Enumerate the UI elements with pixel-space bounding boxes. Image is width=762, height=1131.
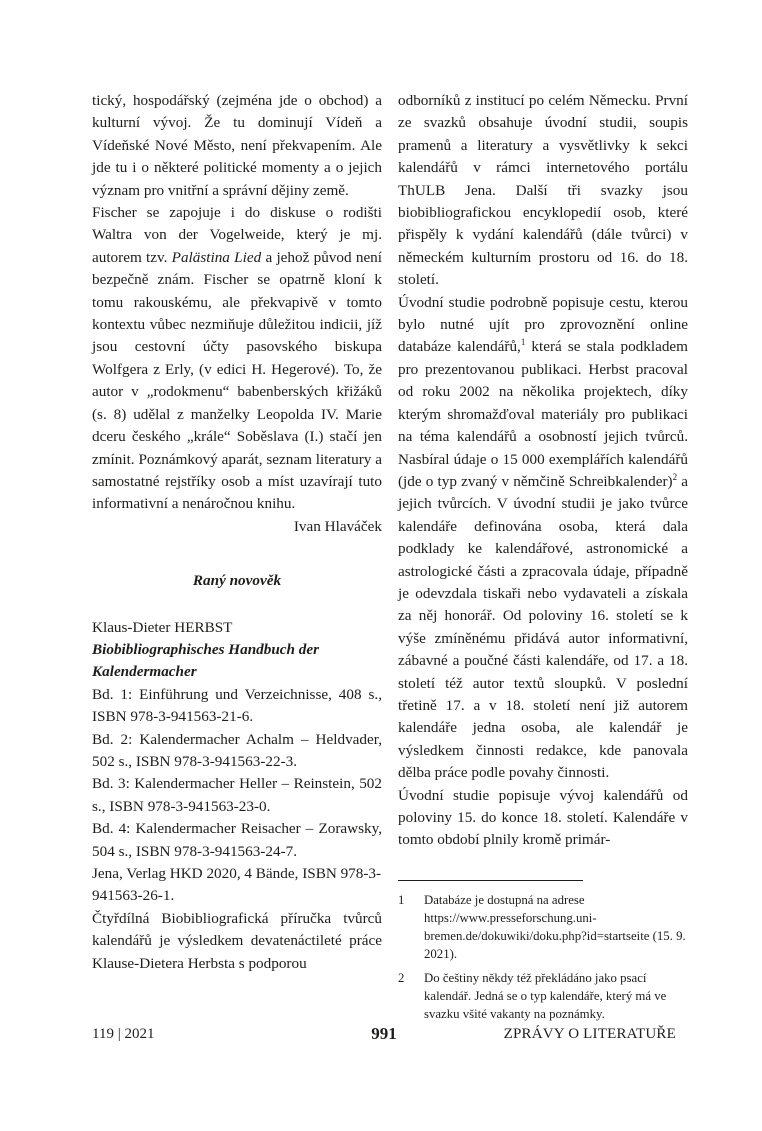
reviewer-signature: Ivan Hlaváček — [293, 517, 382, 535]
footnote — [398, 969, 688, 1023]
text-run: Fischer se zapojuje i do diskuse o rodišti Waltra von der Vogelweide, který je mj. autorem tzv. — [92, 204, 382, 266]
review-paragraph: Čtyřdílná Biobibliografická příručka tvůrců kalendářů je výsledkem devatenáctileté práce Klause-Dietera Herbsta s podporou — [92, 909, 382, 972]
review-paragraph — [92, 202, 382, 516]
text-run: a jejich tvůrcích. V úvodní studii je jako tvůrce kalendáře definována osoba, která dala podklady ke kalendářové, astronomické a astrologické části a zpracovala údaje, případně je odevzdala tiskaři nebo vydavateli a získala za něj honorář. Od poloviny 16. století se k výše zmíněnému přidává autor informativní, zábavné a poučné části kalendáře, od 17. a 18. století též autor textů sloupků. V poslední třetině 17. a v 18. století není již autorem kalendáře jedna osoba, ale kalendář je výsledkem činnosti redakce, kde panovala dělba práce podle povahy činnosti. — [398, 472, 688, 782]
footnote-text: Do češtiny někdy též překládáno jako psací kalendář. Jedná se o typ kalendáře, který má ve svazku všité vakanty na poznámky. — [424, 970, 667, 1021]
footnote-divider — [398, 880, 583, 881]
volume-entry: Bd. 3: Kalendermacher Heller – Reinstein, 502 s., ISBN 978-3-941563-23-0. — [92, 775, 382, 815]
footnote-ref[interactable]: 1 — [520, 337, 526, 348]
footnote-ref[interactable]: 2 — [672, 471, 678, 482]
volume-entry: Bd. 2: Kalendermacher Achalm – Heldvader, 502 s., ISBN 978-3-941563-22-3. — [92, 730, 382, 770]
footnote-number: 1 — [398, 892, 405, 907]
volume-entry: Bd. 1: Einführung und Verzeichnisse, 408 s., ISBN 978-3-941563-21-6. — [92, 685, 382, 726]
text-run: Úvodní studie podrobně popisuje cestu, kterou bylo nutné ujít pro zprovoznění online databáze kalendářů, — [398, 293, 688, 356]
text-run: která se stala podkladem pro prezentovanou publikaci. Herbst pracoval od roku 2002 na několika projektech, díky kterým shromažďoval materiály pro publikaci na téma kalendářů a osobností jejich tvůrců. Nasbíral údaje o 15 000 exemplářích kalendářů (jde o typ zvaný v němčině Schreibkalender) — [398, 338, 688, 490]
review-paragraph: tický, hospodářský (zejména jde o obchod) a kulturní vývoj. Že tu dominují Vídeň a Vídeňské Nové Město, není překvapením. Ale jde tu i o některé politické momenty a o jejich význam pro vnitřní a správní dějiny země. — [92, 92, 382, 199]
book-author: Klaus-Dieter HERBST — [92, 618, 233, 636]
section-heading: Raný novověk — [192, 572, 282, 590]
footnote-text: Databáze je dostupná na adrese https://www.presseforschung.uni-bremen.de/dokuwiki/doku.php?id=startseite (15. 9. 2021). — [424, 892, 686, 961]
footnote — [398, 891, 688, 963]
publisher-info: Jena, Verlag HKD 2020, 4 Bände, ISBN 978-3-941563-26-1. — [92, 865, 382, 905]
left-column — [92, 90, 382, 975]
issue-label: 119 | 2021 — [92, 1026, 155, 1042]
journal-name: ZPRÁVY O LITERATUŘE — [503, 1026, 676, 1042]
book-title: Biobibliographisches Handbuch der Kalendermacher — [92, 640, 320, 681]
page-footer — [92, 1026, 676, 1050]
page-number: 991 — [371, 1024, 397, 1043]
review-paragraph: Úvodní studie popisuje vývoj kalendářů od poloviny 15. do konce 18. století. Kalendáře v tomto období plnily kromě primár- — [398, 786, 688, 849]
footnote-number: 2 — [398, 970, 405, 985]
song-title: Palästina Lied — [171, 248, 262, 266]
right-column — [398, 90, 688, 1029]
review-paragraph — [398, 292, 688, 785]
volume-entry: Bd. 4: Kalendermacher Reisacher – Zorawsky, 504 s., ISBN 978-3-941563-24-7. — [92, 820, 382, 860]
text-run: a jehož původ není bezpečně znám. Fischer se opatrně kloní k tomu rakouskému, ale překvapivě v tomto kontextu vůbec nezmiňuje důležitou indicii, jíž jsou cestovní účty pasovského biskupa Wolfgera z Erly, (v edici H. Hegerové). To, že autor v „rodokmenu“ babenberských křižáků (s. 8) udělal z manželky Leopolda IV. Marie dceru českého „krále“ Soběslava (I.) stačí jen zmínit. Poznámkový aparát, seznam literatury a samostatné rejstříky osob a míst uzavírají tuto informativní a nenáročnou knihu. — [92, 248, 382, 513]
review-paragraph: odborníků z institucí po celém Německu. První ze svazků obsahuje úvodní studii, soupis pramenů a literatury a vysvětlivky k sekci kalendářů v rámci internetového portálu ThULB Jena. Další tři svazky jsou biobibliografickou encyklopedií osob, které přispěly k vydání kalendářů (dále tvůrci) v německém kulturním prostoru od 16. do 18. století. — [398, 92, 688, 289]
